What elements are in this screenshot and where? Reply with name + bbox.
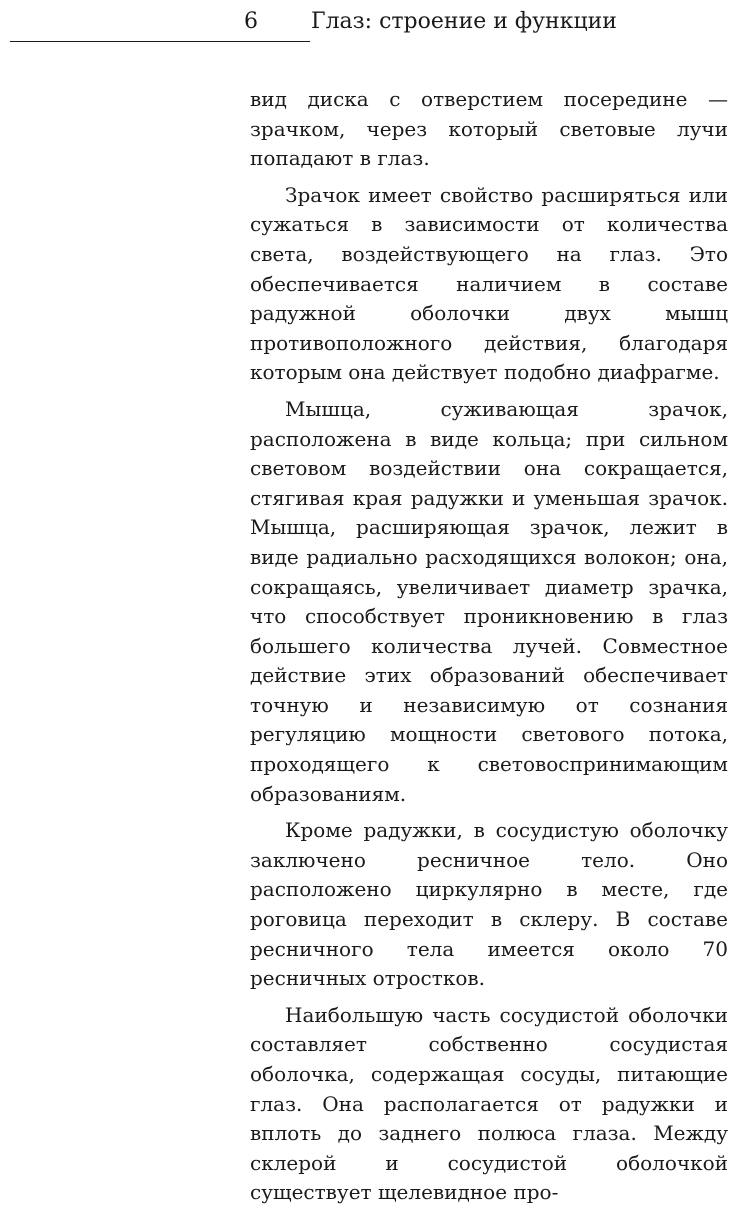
paragraph: Наибольшую часть сосудистой оболочки составляет собственно сосудистая оболочка, содержащая сосуды, питающие глаз. Она располагается от радужки и вплоть до заднего полюса глаза. Между склерой и сосудистой оболочкой существует щелевидное про-	[250, 1002, 728, 1205]
paragraph: Зрачок имеет свойство расширяться или сужаться в зависимости от количества света, воздействующего на глаз. Это обеспечивается наличием в составе радужной оболочки двух мышц противоположного действия, благодаря которым она действует подобно диафрагме.	[250, 182, 728, 385]
paragraph: Мышца, суживающая зрачок, расположена в виде кольца; при сильном световом воздействии она сокращается, стягивая края радужки и уменьшая зрачок. Мышца, расширяющая зрачок, лежит в виде радиально расходящихся волокон; она, сокращаясь, увеличивает диаметр зрачка, что способствует проникновению в глаз большего количества лучей. Совместное действие этих образований обеспечивает точную и независимую от сознания регуляцию мощности светового потока, проходящего к световоспринимающим образованиям.	[250, 396, 728, 806]
page-number: 6	[244, 9, 258, 34]
page-header	[0, 0, 740, 46]
paragraph: вид диска с отверстием посередине — зрачком, через который световые лучи попадают в глаз.	[250, 87, 728, 171]
header-rule	[10, 41, 310, 42]
paragraph: Кроме радужки, в сосудистую оболочку заключено ресничное тело. Оно расположено циркулярно в месте, где роговица переходит в склеру. В составе ресничного тела имеется около 70 ресничных отростков.	[250, 818, 728, 991]
running-title: Глаз: строение и функции	[311, 9, 617, 34]
body-text	[250, 85, 728, 1215]
